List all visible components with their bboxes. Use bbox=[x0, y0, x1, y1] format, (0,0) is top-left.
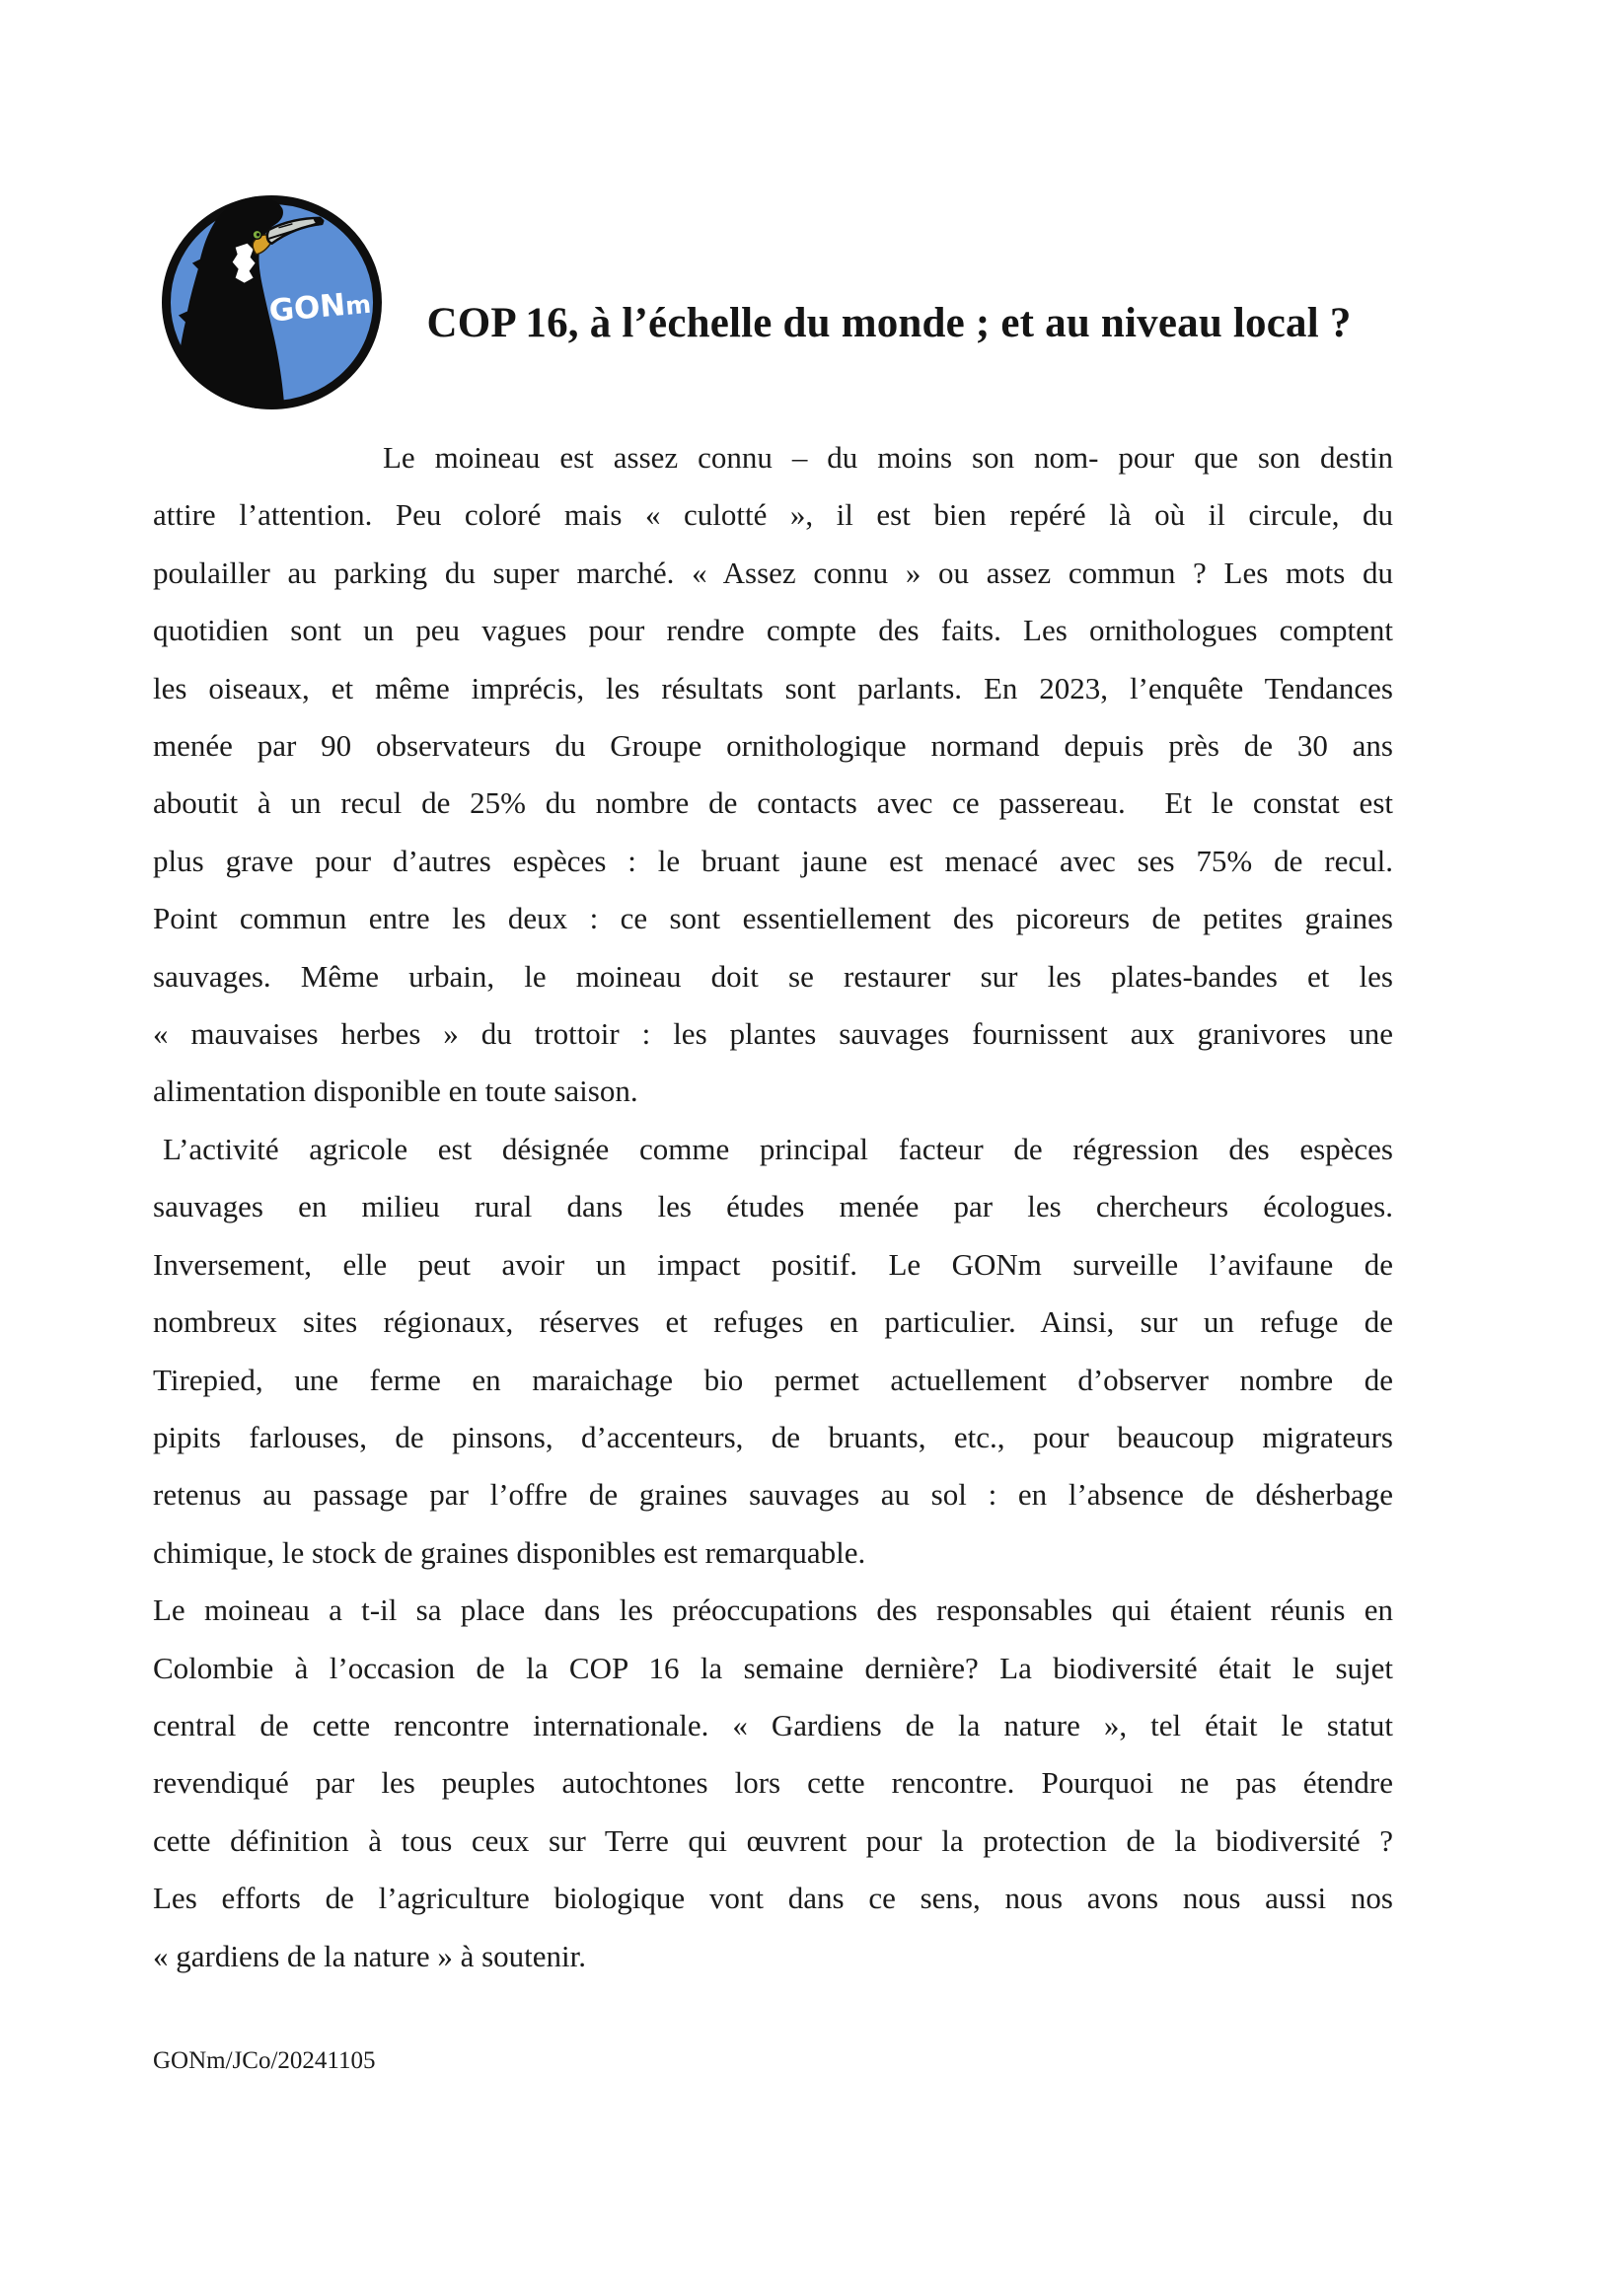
body-line: poulailler au parking du super marché. « Assez connu » ou assez commun ? Les mots du bbox=[153, 555, 1393, 590]
body-line: alimentation disponible en toute saison. bbox=[153, 1074, 638, 1109]
body-line: Point commun entre les deux : ce sont essentiellement des picoreurs de petites graines bbox=[153, 901, 1393, 936]
body-line: pipits farlouses, de pinsons, d’accenteurs, de bruants, etc., pour beaucoup migrateurs bbox=[153, 1419, 1393, 1454]
logo-org-text: GONm bbox=[267, 287, 373, 330]
body-line: Le moineau est assez connu – du moins son nom- pour que son destin bbox=[383, 440, 1393, 475]
page-title: COP 16, à l’échelle du monde ; et au niveau local ? bbox=[426, 300, 1352, 346]
body-line: « gardiens de la nature » à soutenir. bbox=[153, 1938, 587, 1973]
body-line: sauvages. Même urbain, le moineau doit se restaurer sur les plates-bandes et les bbox=[153, 958, 1393, 994]
body-line: attire l’attention. Peu coloré mais « culotté », il est bien repéré là où il circule, du bbox=[153, 497, 1393, 533]
body-line: chimique, le stock de graines disponibles est remarquable. bbox=[153, 1534, 866, 1570]
body-line: plus grave pour d’autres espèces : le bruant jaune est menacé avec ses 75% de recul. bbox=[153, 843, 1393, 878]
body-line: retenus au passage par l’offre de graines sauvages au sol : en l’absence de désherbage bbox=[153, 1477, 1393, 1513]
body-line: Le moineau a t-il sa place dans les préoccupations des responsables qui étaient réunis en bbox=[153, 1592, 1393, 1628]
body-line: L’activité agricole est désignée comme principal facteur de régression des espèces bbox=[163, 1131, 1393, 1166]
body-line: quotidien sont un peu vagues pour rendre compte des faits. Les ornithologues comptent bbox=[153, 613, 1393, 648]
body-line: central de cette rencontre internationale. « Gardiens de la nature », tel était le statut bbox=[153, 1707, 1393, 1742]
body-line: Les efforts de l’agriculture biologique vont dans ce sens, nous avons nous aussi nos bbox=[153, 1881, 1393, 1916]
body-line: menée par 90 observateurs du Groupe ornithologique normand depuis près de 30 ans bbox=[153, 728, 1393, 764]
cormorant-eye-pupil bbox=[257, 233, 259, 236]
footer-reference: GONm/JCo/20241105 bbox=[153, 2047, 376, 2074]
body-line: sauvages en milieu rural dans les études menée par les chercheurs écologues. bbox=[153, 1189, 1393, 1224]
body-line: Tirepied, une ferme en maraichage bio permet actuellement d’observer nombre de bbox=[153, 1362, 1393, 1397]
gonm-logo bbox=[159, 192, 385, 412]
body-line: Colombie à l’occasion de la COP 16 la semaine dernière? La biodiversité était le sujet bbox=[153, 1650, 1393, 1685]
body-line: les oiseaux, et même imprécis, les résultats sont parlants. En 2023, l’enquête Tendances bbox=[153, 670, 1393, 705]
body-line: « mauvaises herbes » du trottoir : les plantes sauvages fournissent aux granivores une bbox=[153, 1016, 1393, 1052]
body-line: Inversement, elle peut avoir un impact positif. Le GONm surveille l’avifaune de bbox=[153, 1246, 1393, 1282]
body-line: nombreux sites régionaux, réserves et refuges en particulier. Ainsi, sur un refuge de bbox=[153, 1304, 1393, 1340]
body-line: aboutit à un recul de 25% du nombre de contacts avec ce passereau. Et le constat est bbox=[153, 785, 1393, 821]
document-body bbox=[153, 429, 1393, 1985]
body-line: cette définition à tous ceux sur Terre qui œuvrent pour la protection de la biodiversité ? bbox=[153, 1822, 1393, 1858]
body-line: revendiqué par les peuples autochtones lors cette rencontre. Pourquoi ne pas étendre bbox=[153, 1765, 1393, 1801]
cormorant-logo-icon bbox=[159, 192, 385, 412]
